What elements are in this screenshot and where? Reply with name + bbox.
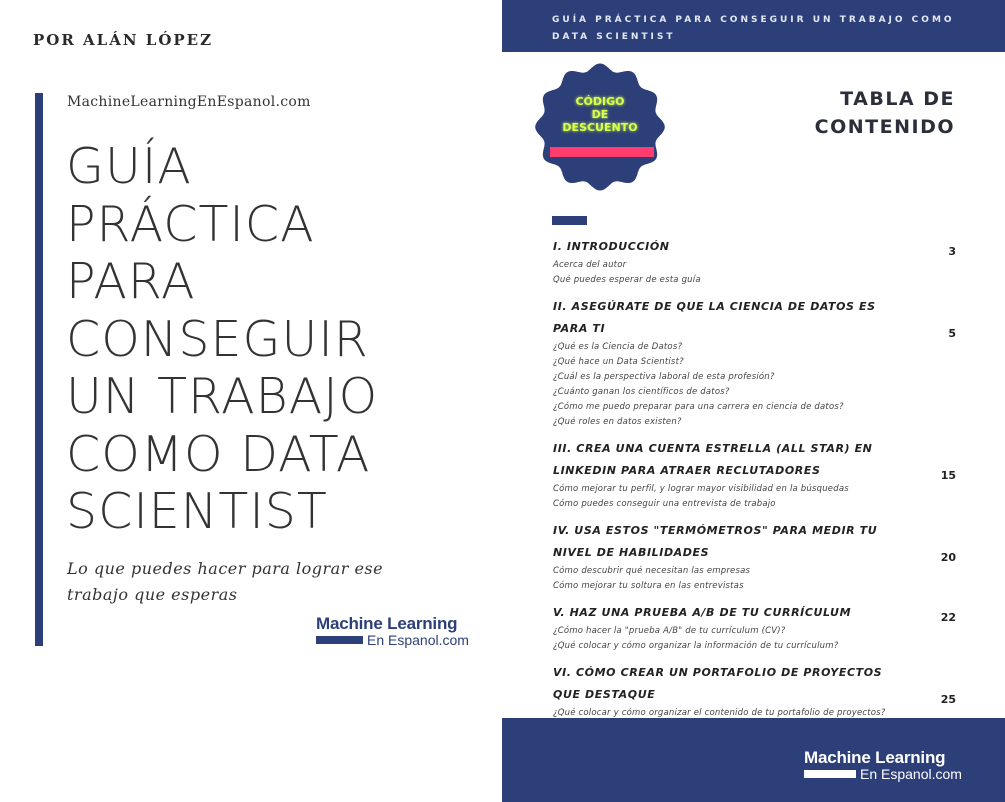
toc-title-line: CONTENIDO [814,116,955,138]
toc-subitem[interactable]: Cómo descubrir qué necesitan las empresas [553,566,751,576]
logo-line2: En Espanol.com [367,632,469,648]
toc-subitem[interactable]: Cómo puedes conseguir una entrevista de trabajo [553,499,776,509]
toc-section[interactable] [553,662,956,721]
badge-text: DE [591,108,609,121]
title-line: GUÍA [66,138,192,195]
toc-section[interactable] [553,438,956,512]
toc-section-title[interactable]: V. HAZ UNA PRUEBA A/B DE TU CURRÍCULUM [553,606,852,619]
logo-bar [804,770,856,778]
toc-subitem[interactable]: Cómo mejorar tu perfil, y lograr mayor visibilidad en la búsquedas [553,484,849,494]
toc-subitem[interactable]: ¿Cómo me puedo preparar para una carrera en ciencia de datos? [553,402,844,412]
brand-logo [316,614,469,648]
cover-subtitle [67,556,383,608]
title-line: UN TRABAJO [66,368,379,425]
logo-bar [316,636,363,644]
table-of-contents [553,236,956,729]
logo-line1: Machine Learning [804,748,946,767]
toc-section[interactable] [553,296,956,430]
toc-subitem[interactable]: ¿Cómo hacer la "prueba A/B" de tu currículum (CV)? [553,626,786,636]
toc-section[interactable] [553,236,956,288]
toc-subitem[interactable]: ¿Qué hace un Data Scientist? [553,357,684,367]
toc-section-title[interactable]: II. ASEGÚRATE DE QUE LA CIENCIA DE DATOS ES PARA TI [553,300,876,335]
toc-subitem[interactable]: ¿Cuál es la perspectiva laboral de esta profesión? [553,372,775,382]
title-line: SCIENTIST [66,483,328,540]
logo-line2: En Espanol.com [860,766,962,782]
toc-subitem[interactable]: ¿Cuánto ganan los científicos de datos? [553,387,730,397]
toc-title-line: TABLA DE [840,88,955,110]
cover-title [66,138,486,541]
toc-subitem[interactable]: ¿Qué roles en datos existen? [553,417,682,427]
badge-text: CÓDIGO [575,95,625,108]
footer-logo [804,748,962,782]
toc-page-number: 15 [940,469,956,482]
badge-code-bar [550,147,654,157]
website-url: MachineLearningEnEspanol.com [67,94,311,110]
title-line: PARA [66,253,196,310]
discount-code-badge[interactable] [532,62,668,192]
subtitle-line: trabajo que esperas [67,585,238,604]
toc-page-number: 22 [940,611,956,624]
logo-line1: Machine Learning [316,614,458,633]
title-line: PRÁCTICA [66,195,315,253]
toc-subitem[interactable]: Cómo mejorar tu soltura en las entrevistas [553,581,744,591]
toc-title [815,85,955,141]
page-header: GUÍA PRÁCTICA PARA CONSEGUIR UN TRABAJO COMO DATA SCIENTIST [502,0,1005,52]
badge-text: DESCUENTO [562,121,638,134]
title-line: CONSEGUIR [66,310,369,368]
author-line: POR ALÁN LÓPEZ [33,31,214,49]
accent-bar [552,216,587,225]
toc-section[interactable] [553,602,956,654]
subtitle-line: Lo que puedes hacer para lograr ese [67,559,384,578]
toc-page-number: 3 [948,245,956,258]
decorative-vertical-bar [35,93,43,646]
toc-page-number: 25 [940,693,956,706]
toc-subitem[interactable]: Acerca del autor [553,260,627,270]
toc-section[interactable] [553,520,956,594]
title-line: COMO DATA [66,425,371,483]
toc-section-title[interactable]: IV. USA ESTOS "TERMÓMETROS" PARA MEDIR TU NIVEL DE HABILIDADES [553,524,878,559]
toc-section-title[interactable]: III. CREA UNA CUENTA ESTRELLA (ALL STAR) EN LINKEDIN PARA ATRAER RECLUTADORES [553,442,873,477]
toc-subitem[interactable]: Qué puedes esperar de esta guía [553,275,701,285]
toc-page-number: 5 [948,327,956,340]
toc-section-title[interactable]: VI. CÓMO CREAR UN PORTAFOLIO DE PROYECTOS QUE DESTAQUE [553,666,883,701]
toc-subitem[interactable]: ¿Qué es la Ciencia de Datos? [553,342,683,352]
toc-subitem[interactable]: ¿Qué colocar y cómo organizar la información de tu currículum? [553,641,839,651]
toc-section-title[interactable]: I. INTRODUCCIÓN [553,240,670,253]
toc-page-number: 20 [940,551,956,564]
toc-subitem[interactable]: ¿Qué colocar y cómo organizar el contenido de tu portafolio de proyectos? [553,708,886,718]
toc-page [502,0,1005,802]
